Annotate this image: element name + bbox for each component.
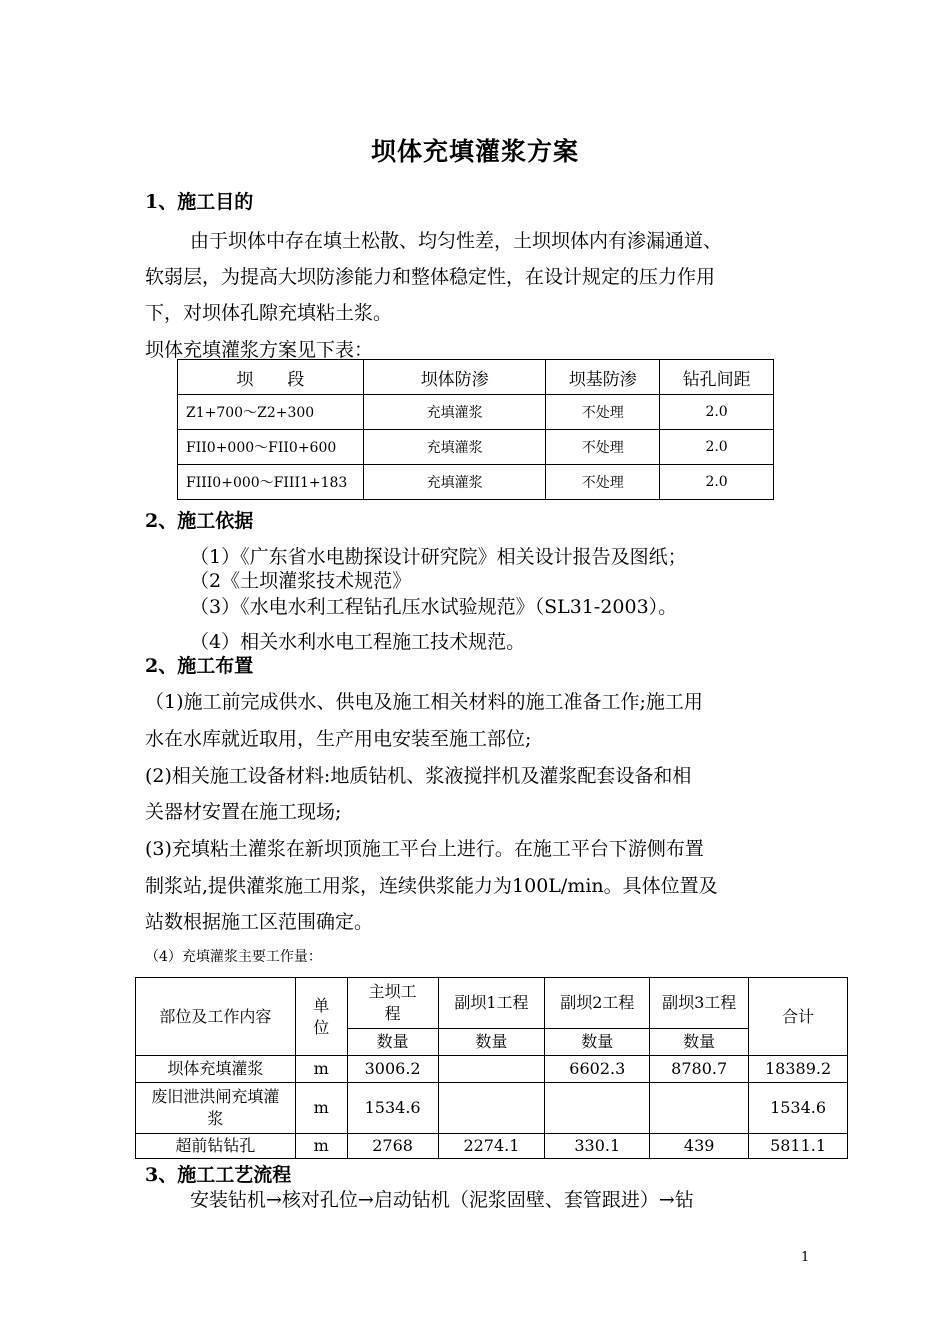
table-header-cell: [650, 978, 749, 1029]
table-cell: 不处理: [546, 395, 660, 430]
layout-line: （1)施工前完成供水、供电及施工相关材料的施工准备工作;施工用: [145, 691, 703, 713]
table-cell: 不处理: [546, 465, 660, 500]
table-cell: [136, 1083, 296, 1134]
layout-line: 制浆站,提供灌浆施工用浆，连续供浆能力为100L/min。具体位置及: [145, 875, 718, 897]
table-cell: 充填灌浆: [363, 430, 546, 465]
table-row: [136, 1134, 848, 1159]
table-cell: 18389.2: [749, 1056, 848, 1083]
section1-paragraph-line: 由于坝体中存在填土松散、均匀性差，土坝坝体内有渗漏通道、: [190, 230, 723, 252]
table-cell: 超前钻钻孔: [136, 1134, 296, 1159]
basis-item: （3）《水电水利工程钻孔压水试验规范》（SL31-2003）。: [190, 596, 678, 618]
table-row: [136, 1083, 848, 1134]
table-cell: 不处理: [546, 430, 660, 465]
table-cell: 坝体充填灌浆: [136, 1056, 296, 1083]
page-number: 1: [801, 1250, 810, 1265]
table-cell: 6602.3: [545, 1056, 650, 1083]
table-cell: 8780.7: [650, 1056, 749, 1083]
group-header-text: 主坝工程: [368, 982, 417, 1023]
table-header-cell: [438, 978, 545, 1029]
basis-item: （4）相关水利水电工程施工技术规范。: [190, 631, 526, 653]
workload-table: [135, 977, 848, 1159]
table-cell: 330.1: [545, 1134, 650, 1159]
layout-line: 关器材安置在施工现场;: [145, 801, 342, 823]
table-header-cell: 数量: [347, 1029, 438, 1056]
table-cell: 5811.1: [749, 1134, 848, 1159]
layout-line: 站数根据施工区范围确定。: [145, 911, 374, 933]
table-cell: Z1+700～Z2+300: [178, 395, 364, 430]
table-cell: 2274.1: [438, 1134, 545, 1159]
item-text: 废旧泄洪闸充填灌浆: [151, 1087, 280, 1128]
table2-caption: （4）充填灌浆主要工作量：: [145, 949, 322, 965]
section1-heading: 1、施工目的: [145, 191, 254, 213]
group-header-text: 副坝1工程: [454, 993, 529, 1012]
table-header-row: [178, 360, 774, 395]
table-cell: m: [295, 1056, 347, 1083]
unit-header-text: 单位: [313, 995, 330, 1037]
table-cell: 3006.2: [347, 1056, 438, 1083]
group-header-text: 副坝3工程: [662, 993, 737, 1012]
table-cell: 439: [650, 1134, 749, 1159]
layout-line: (3)充填粘土灌浆在新坝顶施工平台上进行。在施工平台下游侧布置: [145, 838, 704, 860]
table-cell: 1534.6: [749, 1083, 848, 1134]
basis-item: （1）《广东省水电勘探设计研究院》相关设计报告及图纸；: [190, 546, 687, 568]
table-header-cell: [347, 978, 438, 1029]
table-header-cell: 部位及工作内容: [136, 978, 296, 1056]
table-cell: 充填灌浆: [363, 395, 546, 430]
table-header-cell: 合计: [749, 978, 848, 1056]
table-header-cell: [545, 978, 650, 1029]
table-header-cell: 数量: [545, 1029, 650, 1056]
basis-item: （2《土坝灌浆技术规范》: [190, 570, 412, 592]
table-cell: m: [295, 1083, 347, 1134]
section4-heading: 3、施工工艺流程: [145, 1164, 292, 1186]
table-header-cell: 坝基防渗: [546, 360, 660, 395]
table-header-cell: 坝体防渗: [363, 360, 546, 395]
table-cell: FIII0+000～FIII1+183: [178, 465, 364, 500]
table-header-cell: 数量: [438, 1029, 545, 1056]
table-header-cell: 钻孔间距: [660, 360, 774, 395]
table-cell: [438, 1056, 545, 1083]
table-cell: 2.0: [660, 430, 774, 465]
table-cell: m: [295, 1134, 347, 1159]
table-cell: 2.0: [660, 465, 774, 500]
table-cell: 2.0: [660, 395, 774, 430]
process-flow-line: 安装钻机→核对孔位→启动钻机（泥浆固壁、套管跟进）→钻: [190, 1189, 694, 1211]
section1-paragraph-line: 软弱层，为提高大坝防渗能力和整体稳定性，在设计规定的压力作用: [145, 266, 716, 288]
table-cell: [438, 1083, 545, 1134]
table-header-cell: 数量: [650, 1029, 749, 1056]
table-row: [178, 465, 774, 500]
table-row: [178, 395, 774, 430]
table-cell: FII0+000～FII0+600: [178, 430, 364, 465]
table-cell: [650, 1083, 749, 1134]
table-row: [136, 1056, 848, 1083]
table-cell: 充填灌浆: [363, 465, 546, 500]
table-header-cell: [295, 978, 347, 1056]
section1-paragraph-line: 下，对坝体孔隙充填粘土浆。: [145, 302, 393, 324]
document-title: 坝体充填灌浆方案: [370, 137, 579, 166]
table-header-row: [136, 978, 848, 1029]
group-header-text: 副坝2工程: [560, 993, 635, 1012]
table-row: [178, 430, 774, 465]
table-cell: [545, 1083, 650, 1134]
dam-section-table: [177, 359, 774, 500]
table-header-cell: 坝 段: [178, 360, 364, 395]
table-cell: 1534.6: [347, 1083, 438, 1134]
table-cell: 2768: [347, 1134, 438, 1159]
section2-heading: 2、施工依据: [145, 510, 254, 532]
layout-line: (2)相关施工设备材料:地质钻机、浆液搅拌机及灌浆配套设备和相: [145, 765, 692, 787]
layout-line: 水在水库就近取用，生产用电安装至施工部位;: [145, 728, 532, 750]
section3-heading: 2、施工布置: [145, 655, 254, 677]
table1-intro: 坝体充填灌浆方案见下表：: [145, 339, 374, 361]
